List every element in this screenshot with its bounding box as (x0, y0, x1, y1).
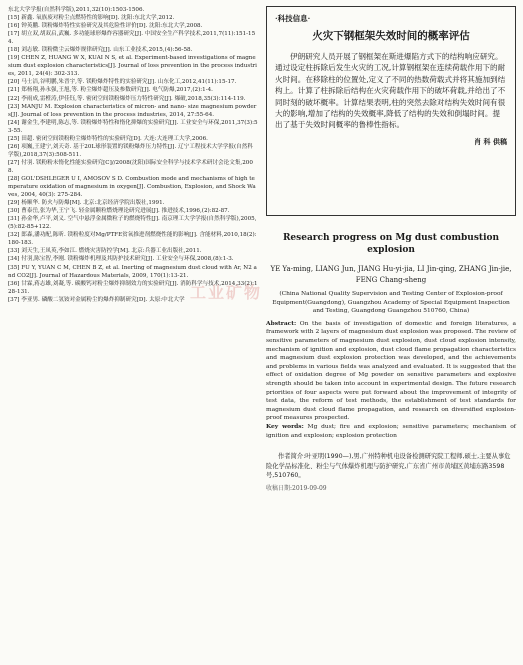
keywords-label: Key words: (266, 422, 304, 430)
reference-item: [20] 马士洁,谷明鹏,朱晋宇,等. 镁粉爆炸特性的实验研究[J]. 山东化工,2012,41(11):15-17. (8, 79, 237, 86)
english-authors: YE Ya-ming, LIANG Jun, JIANG Hu-yi-jia, LI Jin-qing, ZHANG Jin-jie, FENG Chang-sheng (270, 265, 512, 284)
reference-item: [35] FU Y, YUAN C M, CHEN B Z, et al. Inerting of magnesium dust cloud with Ar, N2 and CO2[J]. Journal of Hazardous Materials, 2009, 170(1):13-21. (8, 264, 257, 279)
reference-item: [17] 胡立双,胡双启,武巍. 多功能球形爆炸容器研究[J]. 中国安全生产科学技术,2011,7(11):151-154. (8, 31, 256, 46)
reference-item: [27] 付羽. 镁粉粉末惰化性能实验研究[C]//2008(沈阳)国际安全科学与技术学术研讨会论文集,2008. (8, 159, 253, 174)
tech-news-box (266, 6, 516, 216)
reference-list (8, 6, 258, 304)
abstract-label: Abstract: (266, 319, 297, 327)
news-title: 火灾下钢框架失效时间的概率评估 (312, 30, 470, 42)
english-abstract (266, 320, 516, 423)
reference-item: [21] 郑杨翔,孙永强,王旭,等. 粉尘爆炸超压及参数研究[J]. 电气防爆,2017,(2):1-4. (8, 87, 213, 94)
english-title: Research progress on Mg dust combustion explosion (282, 233, 500, 255)
reference-item: [18] 刘志敏. 镁粉微尘云爆炸规律研究[J]. 山东工业技术,2015,(4):56-58. (8, 47, 193, 54)
reference-item: [31] 孙金华,卢平,刘义. 空气中悬浮金属微粒子的燃烧特性[J]. 南京理工大学学报(自然科学版),2005,(5):82-85+122. (8, 216, 257, 231)
reference-item: [24] 谢金生,李建明,陈志,等. 镁粉爆炸特性和惰化抑爆的实验研究[J]. 工业安全与环保,2011,37(3):53-55. (8, 119, 258, 134)
author-bio: 作者简介:叶亚明(1990—),男,广州特种机电设备检测研究院工程师,硕士,主要从事危险化学品标准化、粉尘与气体爆炸机理与防护研究,广东省广州市黄埔区黄埔东路3598号,510760。 (266, 453, 511, 480)
keywords-text: Mg dust; fire and explosion; sensitive parameters; mechanism of ignition and explosion; explosion protection (266, 423, 516, 439)
reference-item: [29] 杨顺华. 防火与防爆[M]. 北京:北京经济学院出版社,1991. (8, 200, 165, 207)
reference-item: [30] 曹泰岳,张为华,王宁飞. 轻金属颗粒燃烧理论研究进展[J]. 推进技术,1996,(2):82-87. (8, 208, 230, 215)
english-affiliation: (China National Quality Supervision and Testing Center of Explosion-proof Equipment(Guangdong), Guangzhou Academy of Special Equipment Inspection and Testing, Guangdong Guangzhou 510760, China) (272, 291, 510, 315)
reference-item: [32] 郎森,潘功配,陈昕. 镁粉粒度对Mg/PTFE贫氧推进剂燃烧性能的影响[J]. 含能材料,2010,18(2):180-183. (8, 232, 257, 247)
reference-item: [37] 李亚男. 磷酸二氢铵对金属粉尘的爆炸抑制研究[D]. 太原:中北大学 (8, 296, 185, 303)
news-tag: ·科技信息· (275, 14, 311, 23)
reference-item: [34] 付羽,陈宝智,李刚. 镁粉爆炸机理及其防护技术研究[J]. 工业安全与环保,2008,(8):1-3. (8, 256, 234, 263)
reference-item: [33] 刘天生,王凤英,李如江. 燃烧灾害防控学[M]. 北京:兵器工业出版社,2011. (8, 248, 202, 255)
reference-item: [15] 新鑫. 氧族废对粉尘点燃特性的影响[D]. 沈阳:东北大学,2012. (8, 15, 175, 22)
news-body: 伊朗研究人员开展了钢框架在斯进爆陷方式下的结构响应研究。通过设定柱拆除后发生火灾的工况,计算钢框架在连续荷载作用下的耐火时间。在移除柱的位置处,定义了不同的热数荷载式并将其施加到结构上。计算了柱拆除后结构在火灾荷载作用下的破坏荷载,并给出了不同时刻的破坏概率。计算结果表明,柱的突然去除对结构失效时间有很大的影响,增加了结构的失效概率,降低了结构的失效和倒塌时间。提出了基于失效时间概率的鲁棒性指标。 (275, 52, 506, 130)
reference-item: [16] 钟英鹏. 镁粉爆炸特性实验研究及其危险性评价[D]. 沈阳:东北大学,2008. (8, 23, 203, 30)
reference-item: [25] 田超. 密闭空间镁粉粉尘爆炸特性的实验研究[D]. 大连:大连理工大学,2006. (8, 135, 208, 142)
reference-item: 东北大学学报(自然科学版),2011,32(10):1503-1506. (8, 7, 145, 13)
reference-item: [26] 项巍,王建宁,刘天奇. 基于20L球形装置的镁粉爆炸压力特性[J]. 辽宁工程技术大学学报(自然科学版),2018,37(3):508-511. (8, 143, 253, 158)
reference-item: [19] CHEN Z, HUANG W X, KUAI N S, et al. Experiment-based investigations of magnesium dust explosion characteristics[J]. Journal of loss prevention in the process industries, 2011, 24(4): 302-313. (8, 55, 257, 78)
received-date: 收稿日期:2019-09-09 (266, 484, 327, 492)
reference-item: [22] 李雨成,雷橙涛,伊佳钰,等. 密闭空间镁粉爆炸压力特性研究[J]. 爆破,2018,35(3):114-119. (8, 95, 246, 102)
english-keywords (266, 423, 516, 440)
reference-item: [28] GOL'DSHLEGER U I, AMOSOV S D. Combustion mode and mechanisms of high temperature oxidation of magnesium in oxygen[J]. Combustion, Explosion, and Shock Waves, 2004, 40(3): 275-284. (8, 175, 256, 199)
watermark: 工业矿物 (190, 283, 263, 302)
right-column (266, 6, 516, 492)
abstract-text: On the basis of investigation of domestic and foreign literatures, a framework with 2 layers of magnesium dust explosion was proposed. The review of sensitive parameters of magnesium dust explosion, dust cloud explosion intensity, mechanism of ignition and explosion, dust cloud flame propagation characteristics and magnesium dust explosion protection was developed, and the achievements and problems in various fields was analyzed and evaluated. It is suggested that the effect of oxidation degree of Mg powder on sensitive parameters and explosive strength should be taken into account in experimental design. The future research priorities of four aspects were put forward about the improvement of integrity of test data, the reform of test methods, the establishment of test standards for magnesium dust cloud flame propagation, and research on diversified explosion-proof measures prospected. (266, 320, 517, 422)
reference-item: [23] MANJU M. Explosion characteristics of micron- and nano- size magnesium powders[J]. Journal of loss prevention in the process industries, 2014, 27:55-64. (8, 103, 257, 118)
reference-item: [36] 甘霖,蒋志雄,刘凝,等. 碳酸钙对粉尘爆炸抑制效力的实验研究[J]. 消防科学与技术,2014,33(2):128-131. (8, 280, 258, 295)
news-author: 肖 科 供稿 (474, 136, 507, 146)
